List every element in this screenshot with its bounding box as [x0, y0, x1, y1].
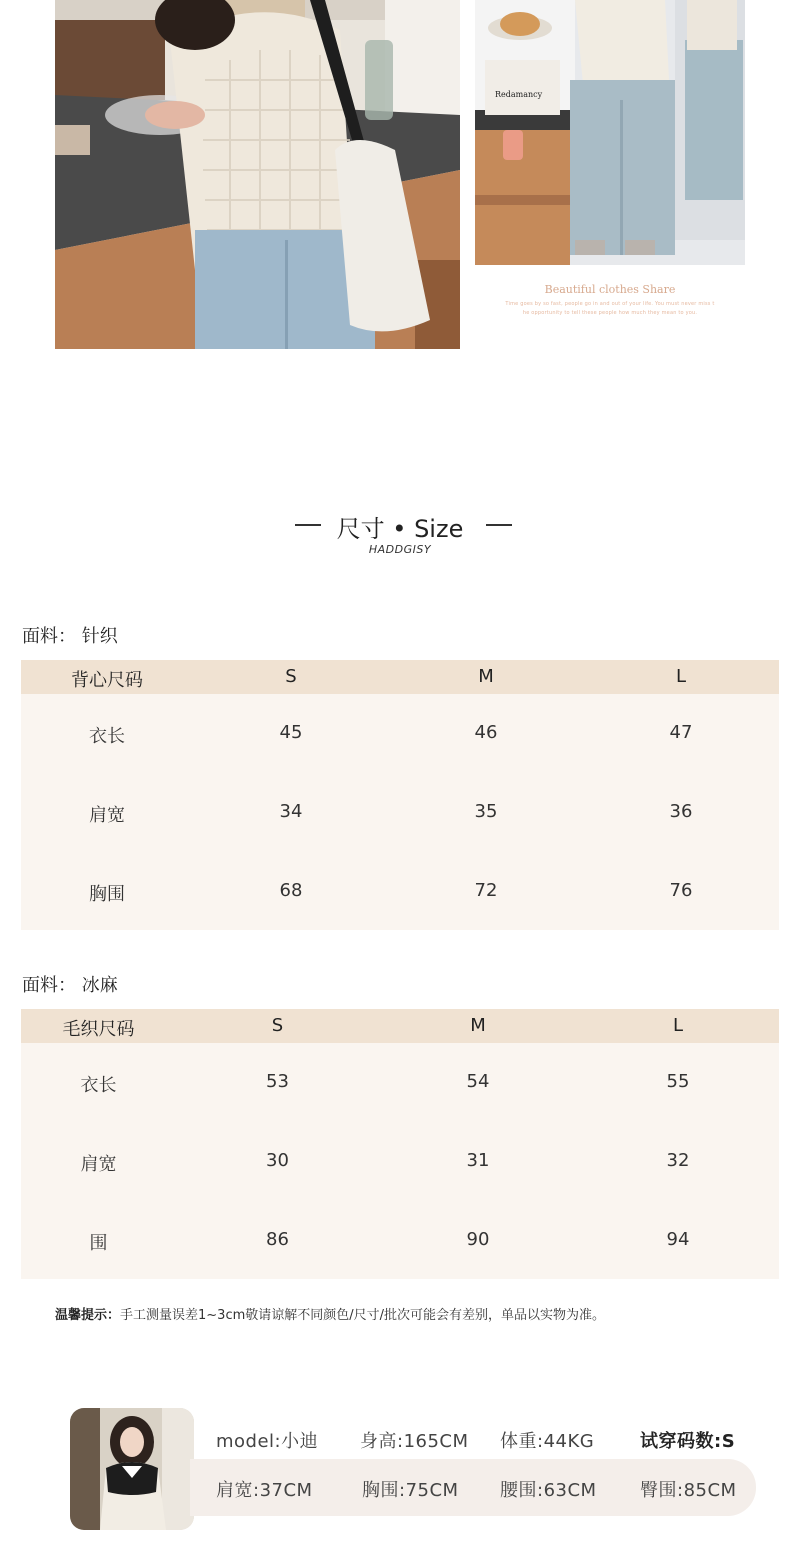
size-section-heading — [0, 505, 800, 565]
model-shoulder: 肩宽:37CM — [216, 1480, 313, 1501]
header-cell-m: M — [470, 1015, 486, 1036]
model-weight: 体重:44KG — [500, 1431, 595, 1452]
row-label: 围 — [89, 1233, 108, 1254]
row-label: 衣长 — [89, 726, 125, 747]
row-value-l: 32 — [666, 1150, 690, 1171]
row-value-l: 55 — [666, 1071, 690, 1092]
measurement-note — [55, 1304, 605, 1323]
share-title: Beautiful clothes Share — [544, 283, 676, 296]
header-cell-size: 背心尺码 — [71, 670, 143, 691]
model-bust: 胸围:75CM — [362, 1480, 459, 1501]
row-value-m: 54 — [466, 1071, 490, 1092]
note-text: 手工测量误差1~3cm敬请谅解不同颜色/尺寸/批次可能会有差别，单品以实物为准。 — [120, 1308, 606, 1323]
header-cell-l: L — [672, 1015, 684, 1036]
row-value-s: 53 — [266, 1071, 289, 1092]
row-label: 肩宽 — [80, 1154, 117, 1175]
row-label: 肩宽 — [89, 805, 125, 826]
header-cell-s: S — [271, 1015, 284, 1036]
row-value-s: 86 — [266, 1229, 289, 1250]
row-value-s: 34 — [279, 801, 303, 822]
fabric-label-knit: 面料： 针织 — [22, 626, 118, 647]
row-value-l: 76 — [669, 880, 693, 901]
model-avatar — [70, 1408, 194, 1530]
row-value-s: 45 — [279, 722, 303, 743]
row-label: 胸围 — [89, 884, 125, 905]
size-title: 尺寸 • Size — [336, 515, 464, 543]
row-value-s: 68 — [279, 880, 303, 901]
row-value-s: 30 — [266, 1150, 289, 1171]
size-table-ice-linen — [21, 1009, 779, 1279]
size-table-knit — [21, 660, 779, 930]
row-label: 衣长 — [80, 1075, 117, 1096]
row-value-l: 94 — [666, 1229, 690, 1250]
table-header-row — [21, 1009, 779, 1043]
header-cell-l: L — [675, 666, 687, 687]
model-name: model:小迪 — [216, 1431, 319, 1452]
share-line-1: Time goes by so fast, people go in and out of your life. You must never miss t — [505, 301, 715, 307]
model-waist: 腰围:63CM — [500, 1480, 597, 1501]
share-caption — [475, 265, 745, 349]
row-value-m: 90 — [466, 1229, 490, 1250]
model-photo-mirror — [475, 0, 745, 265]
model-photo-kitchen — [55, 0, 460, 349]
row-value-l: 36 — [669, 801, 693, 822]
header-cell-s: S — [285, 666, 297, 687]
share-line-2: he opportunity to tell these people how much they mean to you. — [522, 310, 698, 316]
header-cell-size: 毛织尺码 — [62, 1019, 135, 1040]
size-subtitle: HADDGISY — [368, 543, 432, 556]
model-hip: 臀围:85CM — [640, 1480, 737, 1501]
row-value-m: 72 — [474, 880, 498, 901]
row-value-m: 31 — [466, 1150, 490, 1171]
header-cell-m: M — [478, 666, 494, 687]
row-value-l: 47 — [669, 722, 693, 743]
table-header-row — [21, 660, 779, 694]
row-value-m: 35 — [474, 801, 498, 822]
fabric-label-ice-linen: 面料： 冰麻 — [22, 975, 118, 996]
note-label: 温馨提示： — [55, 1308, 121, 1323]
model-height: 身高:165CM — [360, 1431, 469, 1452]
bag-brand-text: Redamancy — [495, 90, 543, 99]
model-try-size: 试穿码数:S — [640, 1431, 736, 1452]
heading-dash-right — [486, 524, 512, 526]
row-value-m: 46 — [474, 722, 498, 743]
